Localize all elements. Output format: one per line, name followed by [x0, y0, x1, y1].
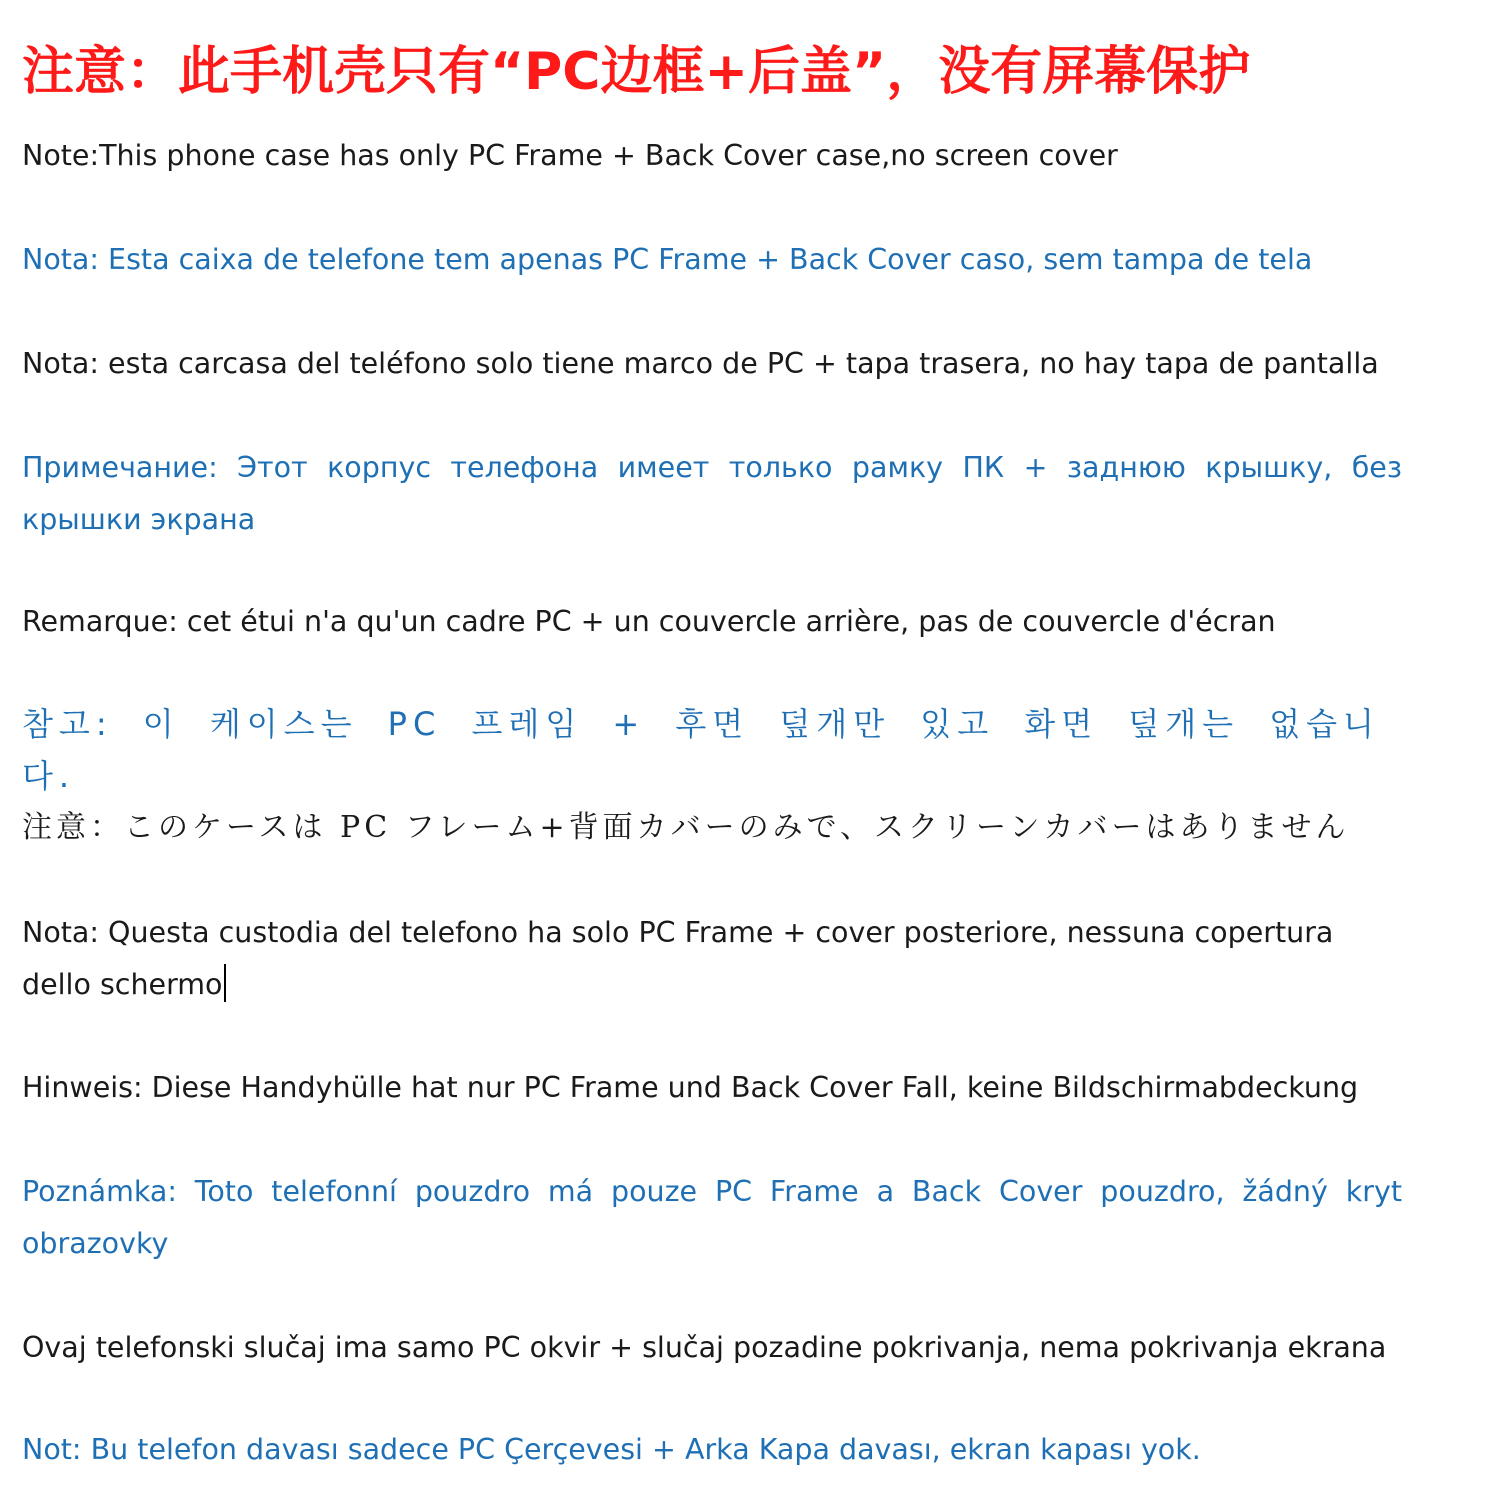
headline-warning: 注意：此手机壳只有“PC边框+后盖”，没有屏幕保护: [22, 42, 1251, 102]
note-portuguese: Nota: Esta caixa de telefone tem apenas PC Frame + Back Cover caso, sem tampa de tela: [22, 243, 1313, 276]
note-german: Hinweis: Diese Handyhülle hat nur PC Frame und Back Cover Fall, keine Bildschirmabdeckung: [22, 1071, 1359, 1104]
note-czech: Poznámka: Toto telefonní pouzdro má pouze PC Frame a Back Cover pouzdro, žádný kryt obrazovky: [22, 1175, 1402, 1260]
note-italian: [22, 907, 1402, 1011]
note-french: Remarque: cet étui n'a qu'un cadre PC + un couvercle arrière, pas de couvercle d'écran: [22, 605, 1276, 638]
note-japanese: 注意：このケースは PC フレーム+背面カバーのみで、スクリーンカバーはありません: [22, 810, 1350, 845]
note-turkish: Not: Bu telefon davası sadece PC Çerçevesi + Arka Kapa davası, ekran kapası yok.: [22, 1433, 1201, 1466]
note-english: Note:This phone case has only PC Frame + Back Cover case,no screen cover: [22, 139, 1118, 172]
note-spanish: Nota: esta carcasa del teléfono solo tiene marco de PC + tapa trasera, no hay tapa de pantalla: [22, 347, 1379, 380]
text-cursor: [224, 964, 226, 1002]
note-russian: Примечание: Этот корпус телефона имеет только рамку ПК + заднюю крышку, без крышки экрана: [22, 451, 1402, 536]
note-croatian: Ovaj telefonski slučaj ima samo PC okvir + slučaj pozadine pokrivanja, nema pokrivanja ekrana: [22, 1331, 1387, 1364]
note-korean: 참고: 이 케이스는 PC 프레임 + 후면 덮개만 있고 화면 덮개는 없습니다.: [22, 705, 1380, 795]
note-italian-text: Nota: Questa custodia del telefono ha solo PC Frame + cover posteriore, nessuna copertura dello schermo: [22, 916, 1334, 1001]
